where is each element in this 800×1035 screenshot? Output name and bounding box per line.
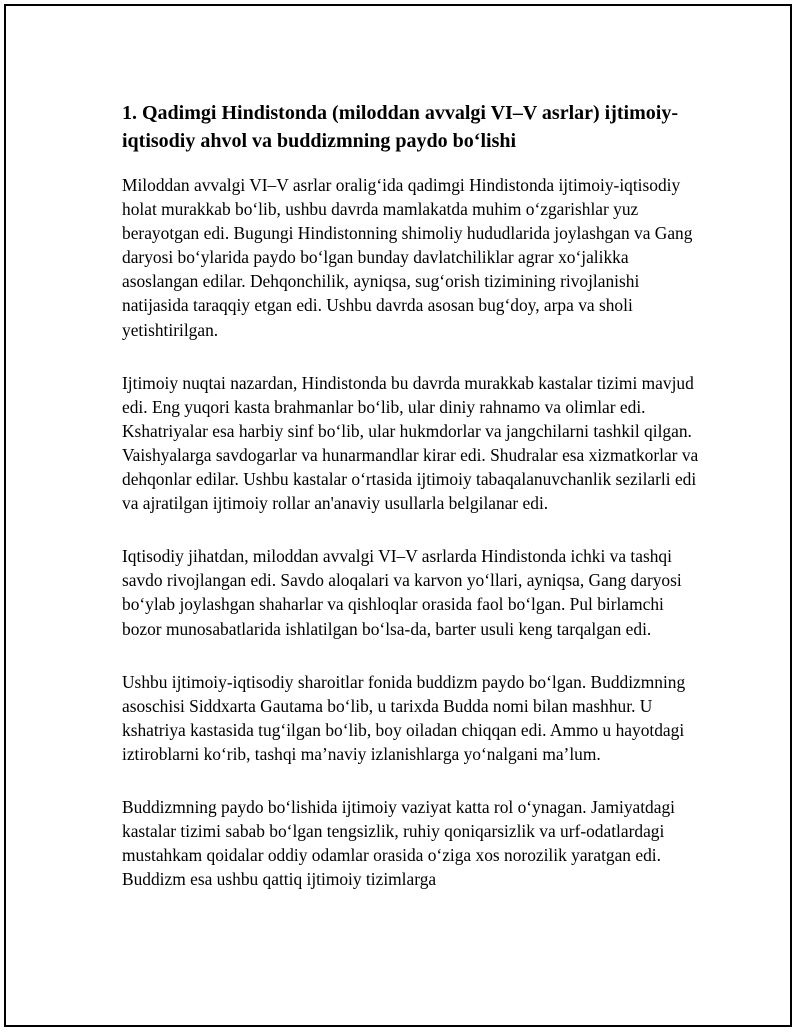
paragraph-1: Miloddan avvalgi VI–V asrlar oralig‘ida qadimgi Hindistonda ijtimoiy-iqtisodiy holat murakkab bo‘lib, ushbu davrda mamlakatda muhim o‘zgarishlar yuz berayotgan edi. Bugungi Hindistonning shimoliy hududlarida joylashgan va Gang daryosi bo‘ylarida paydo bo‘lgan bunday davlatchiliklar agrar xo‘jalikka asoslangan edilar. Dehqonchilik, ayniqsa, sug‘orish tizimining rivojlanishi natijasida taraqqiy etgan edi. Ushbu davrda asosan bug‘doy, arpa va sholi yetishtirilgan. <box>122 175 693 340</box>
paragraph-2: Ijtimoiy nuqtai nazardan, Hindistonda bu davrda murakkab kastalar tizimi mavjud edi. Eng yuqori kasta brahmanlar bo‘lib, ular diniy rahnamo va olimlar edi. Kshatriyalar esa harbiy sinf bo‘lib, ular hukmdorlar va jangchilarni tashkil qilgan. Vaishyalarga savdogarlar va hunarmandlar kirar edi. Shudralar esa xizmatkorlar va dehqonlar edilar. Ushbu kastalar o‘rtasida ijtimoiy tabaqalanuvchanlik sezilarli edi va ajratilgan ijtimoiy rollar an'anaviy usullarla belgilanar edi. <box>122 372 699 514</box>
paragraph-4: Ushbu ijtimoiy-iqtisodiy sharoitlar fonida buddizm paydo bo‘lgan. Buddizmning asoschisi Siddxarta Gautama bo‘lib, u tarixda Budda nomi bilan mashhur. U kshatriya kastasida tug‘ilgan bo‘lib, boy oiladan chiqqan edi. Ammo u hayotdagi iztiroblarni ko‘rib, tashqi ma’naviy izlanishlarga yo‘nalgani ma’lum. <box>122 671 686 764</box>
paragraph-5: Buddizmning paydo bo‘lishida ijtimoiy vaziyat katta rol o‘ynagan. Jamiyatdagi kastalar tizimi sabab bo‘lgan tengsizlik, ruhiy qoniqarsizlik va urf-odatlardagi mustahkam qoidalar oddiy odamlar orasida o‘ziga xos norozilik yaratgan edi. Buddizm esa ushbu qattiq ijtimoiy tizimlarga <box>122 796 676 890</box>
document-body <box>122 99 702 920</box>
paragraph-3: Iqtisodiy jihatdan, miloddan avvalgi VI–V asrlarda Hindistonda ichki va tashqi savdo rivojlangan edi. Savdo aloqalari va karvon yo‘llari, ayniqsa, Gang daryosi bo‘ylab joylashgan shaharlar va qishloqlar orasida faol bo‘lgan. Pul birlamchi bozor munosabatlarida ishlatilgan bo‘lsa-da, barter usuli keng tarqalgan edi. <box>122 546 682 639</box>
page-frame <box>4 4 792 1027</box>
section-heading: 1. Qadimgi Hindistonda (miloddan avvalgi VI–V asrlar) ijtimoiy-iqtisodiy ahvol va buddizmning paydo bo‘lishi <box>122 102 678 152</box>
